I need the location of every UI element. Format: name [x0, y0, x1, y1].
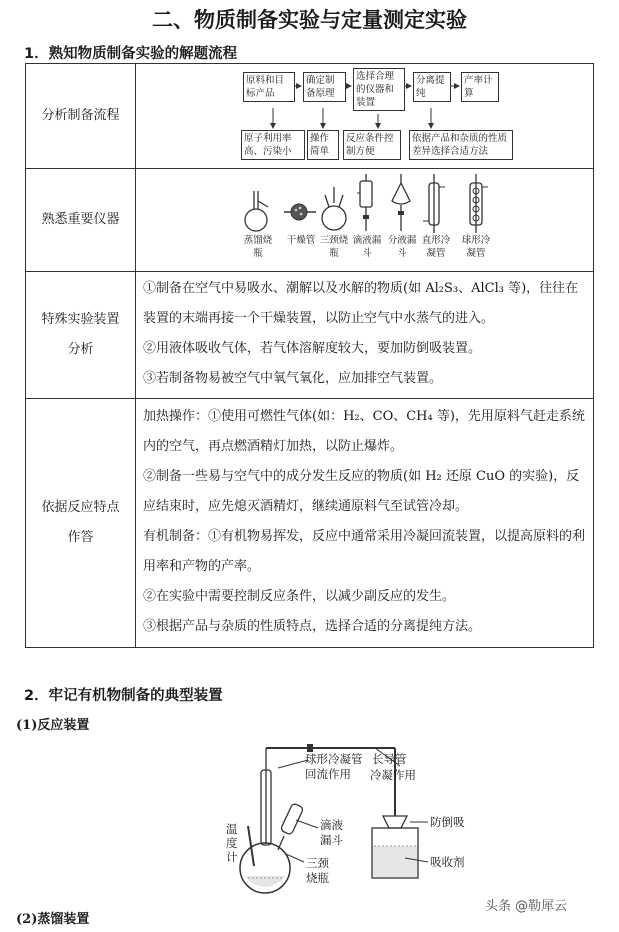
label-thermometer-3: 计 [226, 850, 238, 864]
label-dropping-funnel: 滴液漏斗 [352, 235, 382, 259]
special-apparatus-cell [136, 272, 594, 399]
label-drying-tube: 干燥管 [286, 235, 316, 246]
row-flow [26, 64, 594, 169]
separatory-funnel-icon [388, 173, 414, 235]
row-label-flow: 分析制备流程 [26, 64, 136, 169]
label-straight-condenser: 直形冷凝管 [421, 235, 451, 259]
flow-box-purification-method: 依据产品和杂质的性质差异选择合适方法 [409, 130, 513, 160]
special-point-3: ③若制备物易被空气中氧气氧化，应加排空气装置。 [143, 371, 443, 386]
straight-condenser-icon [421, 173, 447, 235]
row-label-instruments: 熟悉重要仪器 [26, 169, 136, 272]
row-label-char-line2: 作答 [67, 530, 94, 545]
label-anti-suckback: 防倒吸 [430, 815, 465, 829]
row-label-reaction-characteristics [26, 399, 136, 648]
char-point-2: ②制备一些易与空气中的成分发生反应的物质(如 H₂ 还原 CuO 的实验)，反应结束时，应先熄灭酒精灯，继续通原料气至试管冷却。 [143, 469, 580, 514]
flow-box-atom-economy: 原子利用率高、污染小 [241, 130, 305, 160]
label-bulb-condenser: 球形冷凝管 [461, 235, 491, 259]
section1-heading: 1．熟知物质制备实验的解题流程 [24, 46, 238, 62]
special-point-1: ①制备在空气中易吸水、潮解以及水解的物质(如 Al₂S₃、AlCl₃ 等)，往往在装置的末端再接一个干燥装置，以防止空气中水蒸气的进入。 [143, 281, 579, 326]
reaction-characteristics-cell [136, 399, 594, 648]
row-label-char-line1: 依据反应特点 [41, 500, 120, 515]
section2-sub2: (2)蒸馏装置 [16, 912, 90, 927]
distilling-flask-icon [244, 189, 272, 233]
flow-box-condition-control: 反应条件控制方便 [343, 130, 401, 160]
row-label-special-apparatus [26, 272, 136, 399]
section2-heading: 2．牢记有机物制备的典型装置 [24, 688, 223, 704]
drying-tube-icon [283, 201, 317, 223]
section2-sub1: (1)反应装置 [16, 718, 90, 733]
label-distilling-flask: 蒸馏烧瓶 [243, 235, 273, 259]
page-title: 二、物质制备实验与定量测定实验 [152, 8, 467, 32]
flow-diagram [143, 66, 587, 164]
special-point-2: ②用液体吸收气体，若气体溶解度较大，要加防倒吸装置。 [143, 341, 482, 356]
label-thermometer-1: 温 [226, 822, 238, 836]
flow-box-raw-material: 原料和目标产品 [243, 72, 295, 102]
flow-box-yield: 产率计算 [461, 72, 499, 102]
flow-box-apparatus: 选择合理的仪器和装置 [353, 68, 405, 111]
row-label-special-line2: 分析 [67, 342, 94, 357]
label-thermometer-2: 度 [226, 836, 238, 850]
char-point-4: ②在实验中需要控制反应条件，以减少副反应的发生。 [143, 589, 456, 604]
char-point-1: 加热操作：①使用可燃性气体(如：H₂、CO、CH₄ 等)，先用原料气赶走系统内的空气，再点燃酒精灯加热，以防止爆炸。 [143, 409, 585, 454]
three-neck-flask-icon [317, 185, 351, 233]
label-three-neck-flask-diagram-1: 三颈 [306, 856, 329, 870]
flow-box-principle: 确定制备原理 [303, 72, 346, 102]
label-dropping-funnel-diagram-2: 漏斗 [320, 833, 343, 847]
flow-box-separation: 分离提纯 [413, 72, 451, 102]
label-three-neck-flask: 三颈烧瓶 [319, 235, 349, 259]
char-point-3: 有机制备：①有机物易挥发，反应中通常采用冷凝回流装置，以提高原料的利用率和产物的产率。 [143, 529, 586, 574]
label-absorbent: 吸收剂 [430, 855, 465, 869]
preparation-table [25, 63, 594, 648]
flow-diagram-cell [136, 64, 594, 169]
row-instruments [26, 169, 594, 272]
char-point-5: ③根据产品与杂质的性质特点，选择合适的分离提纯方法。 [143, 619, 482, 634]
row-label-special-line1: 特殊实验装置 [41, 312, 120, 327]
label-condensing-function: 冷凝作用 [370, 768, 416, 782]
flow-box-simple-operation: 操作简单 [307, 130, 339, 160]
label-reflux-function: 回流作用 [305, 767, 351, 781]
watermark: 头条 @勒犀云 [485, 899, 568, 914]
label-dropping-funnel-diagram-1: 滴液 [320, 818, 343, 832]
bulb-condenser-icon [463, 173, 489, 235]
label-separatory-funnel: 分液漏斗 [387, 235, 417, 259]
label-long-tube: 长导管 [372, 752, 407, 766]
row-special-apparatus [26, 272, 594, 399]
label-three-neck-flask-diagram-2: 烧瓶 [306, 871, 329, 885]
instrument-gallery [143, 171, 587, 267]
dropping-funnel-icon [353, 173, 379, 235]
row-reaction-characteristics [26, 399, 594, 648]
instruments-cell [136, 169, 594, 272]
label-bulb-condenser-diagram: 球形冷凝管 [305, 752, 363, 766]
